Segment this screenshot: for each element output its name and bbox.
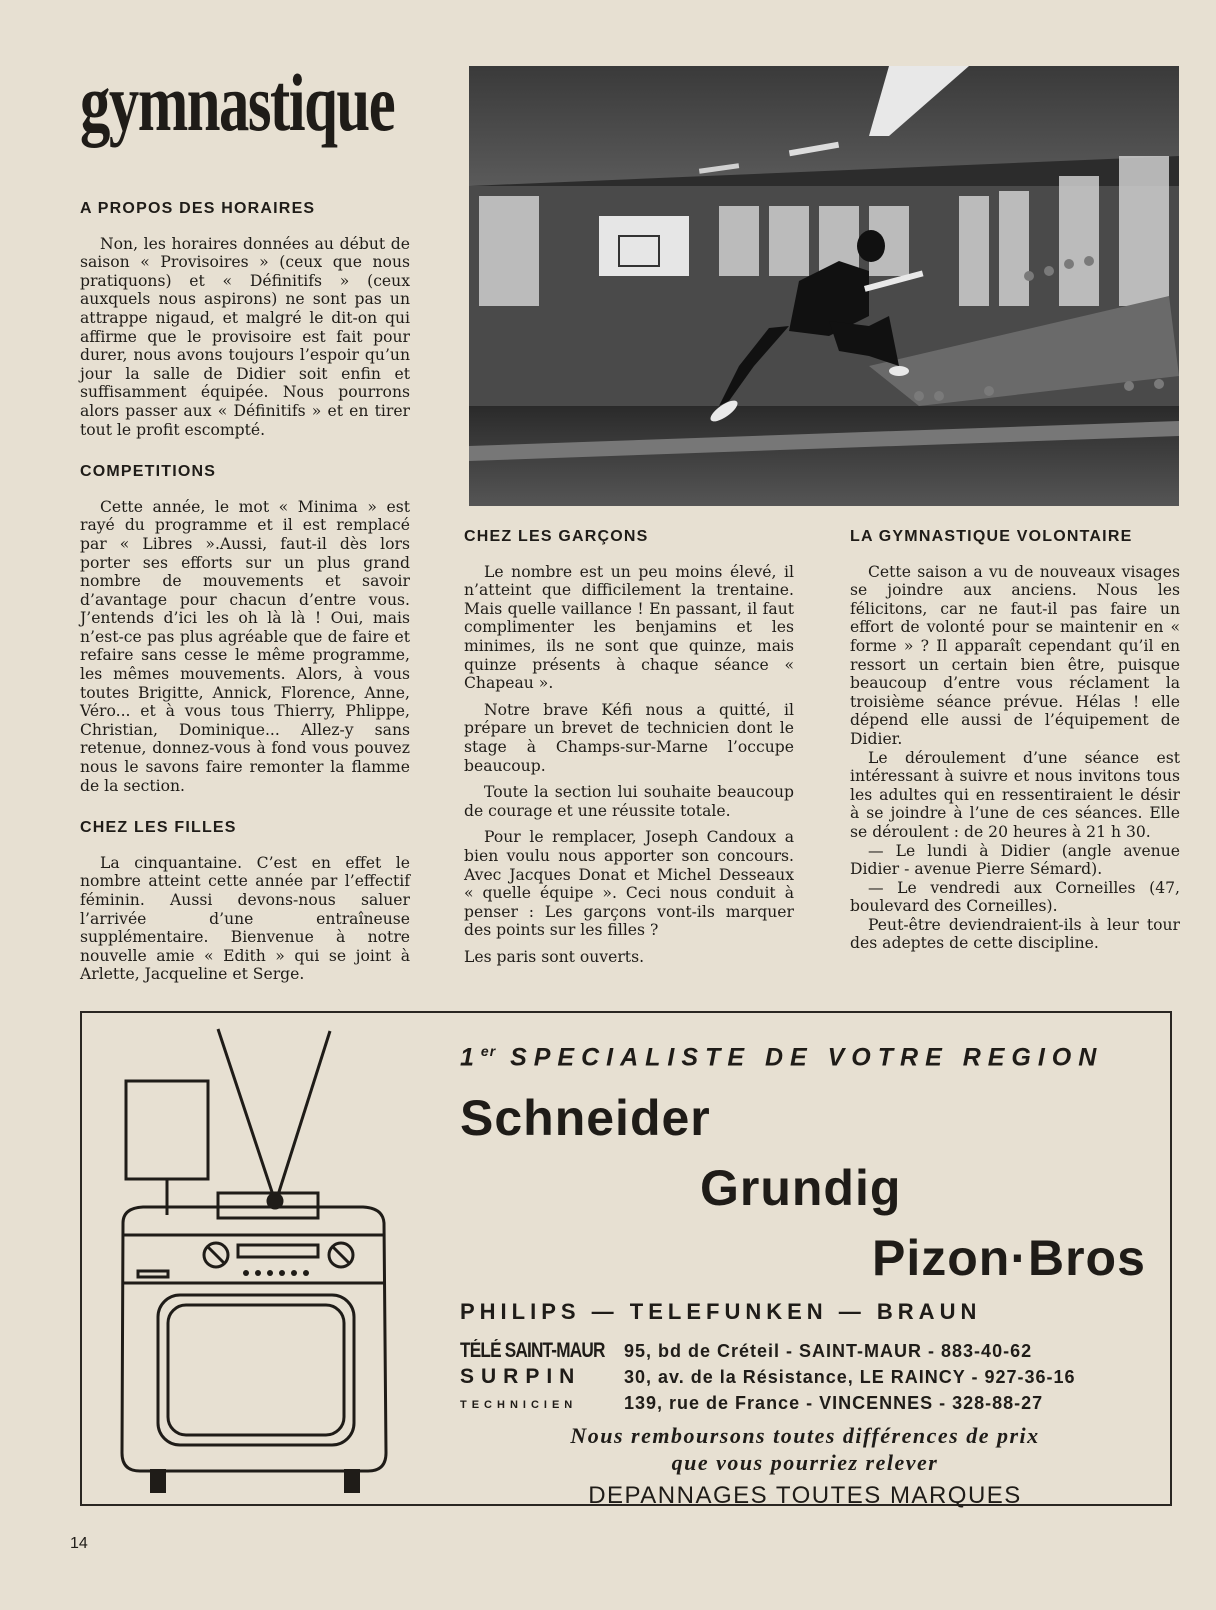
section-heading-horaires: A PROPOS DES HORAIRES xyxy=(80,200,316,217)
brand-grundig: Grundig xyxy=(700,1160,902,1216)
paragraph: Peut-être deviendraient-ils à leur tour des adeptes de cette discipline. xyxy=(850,915,1180,953)
television-icon xyxy=(118,1023,438,1503)
section-heading-filles: CHEZ LES FILLES xyxy=(80,819,237,837)
paragraph: Cette saison a vu de nouveaux visages se joindre aux anciens. Nous les félicitons, car ne faut-il pas faire un effort de volonté pour se maintenir en « forme » ? Il apparaît cependant qu’il en ressort un certain bien être, puisque beaucoup d’entre vous réclament la troisième séance prévue. Hélas ! elle dépend elle aussi de l’équipement de Didier. xyxy=(850,562,1180,748)
shop-name: TECHNICIEN xyxy=(460,1399,578,1411)
gymnasium-photo-image xyxy=(469,66,1179,506)
paragraph: Notre brave Kéfi nous a quitté, il prépare un brevet de technicien dont le stage à Champs-sur-Marne l’occupe beaucoup. xyxy=(464,700,794,775)
paragraph: Non, les horaires données au début de saison « Provisoires » (ceux que nous pratiquons) et « Définitifs » (ceux auxquels nous aspirons) ne sont pas un attrappe nigaud, et malgré le dit-on qui affirme que le provisoire est fait pour durer, nous avons toujours l’espoir qu’un jour la salle de Didier soit enfin et suffisamment équipée. Nous pourrons alors passer aux « Définitifs » et en tirer tout le profit escompté. xyxy=(80,234,410,439)
paragraph: Le déroulement d’une séance est intéressant à suivre et nous invitons tous les adultes qui en ressentiraient le désir à se joindre à l’une de ces séances. Elle se déroulent : de 20 heures à 21 h 30. xyxy=(850,748,1180,841)
brand-schneider: Schneider xyxy=(460,1090,711,1146)
paragraph: Les paris sont ouverts. xyxy=(464,947,645,966)
gymnast-photo xyxy=(469,66,1179,506)
paragraph: — Le lundi à Didier (angle avenue Didier - avenue Pierre Sémard). xyxy=(850,841,1180,879)
shop-name: TÉLÉ SAINT-MAUR xyxy=(460,1339,605,1362)
section-heading-garcons: CHEZ LES GARÇONS xyxy=(464,528,649,545)
section-heading-volontaire: LA GYMNASTIQUE VOLONTAIRE xyxy=(850,528,1133,545)
shop-row xyxy=(460,1391,1150,1417)
shop-row xyxy=(460,1339,1150,1365)
page-title: gymnastique xyxy=(80,57,395,148)
ad-repair-service: DEPANNAGES TOUTES MARQUES xyxy=(588,1482,1022,1509)
paragraph: Pour le remplacer, Joseph Candoux a bien voulu nous apporter son concours. Avec Jacques Donat et Michel Desseaux « quelle équipe ». Ceci nous conduit à penser : Les garçons vont-ils marquer des points sur les filles ? xyxy=(464,828,794,940)
section-heading-competitions: COMPETITIONS xyxy=(80,463,217,481)
shop-address: 30, av. de la Résistance, LE RAINCY - 927-36-16 xyxy=(624,1367,1076,1387)
brand-pizon-bros: Pizon·Bros xyxy=(872,1230,1146,1286)
brand-list: PHILIPS — TELEFUNKEN — BRAUN xyxy=(460,1299,982,1324)
paragraph: — Le vendredi aux Corneilles (47, boulevard des Corneilles). xyxy=(850,878,1180,916)
shop-row xyxy=(460,1365,1150,1391)
paragraph: La cinquantaine. C’est en effet le nombre atteint cette année par l’effectif féminin. Aussi devons-nous saluer l’arrivée d’une entraîneuse supplémentaire. Bienvenue à notre nouvelle amie « Edith » qui se joint à Arlette, Jacqueline et Serge. xyxy=(80,853,410,984)
ad-tagline: 1er SPECIALISTE DE VOTRE REGION xyxy=(460,1043,1104,1072)
article-column-2 xyxy=(464,528,794,974)
advertisement xyxy=(80,1011,1172,1509)
shop-address: 95, bd de Créteil - SAINT-MAUR - 883-40-62 xyxy=(624,1341,1033,1361)
shop-list xyxy=(460,1339,1150,1417)
ad-promise: Nous remboursons toutes différences de prix que vous pourriez relever xyxy=(570,1423,1040,1475)
shop-name: SURPIN xyxy=(460,1365,582,1388)
article-column-1 xyxy=(80,200,410,992)
page-number: 14 xyxy=(70,1535,88,1552)
article-column-3 xyxy=(850,528,1180,953)
paragraph: Le nombre est un peu moins élevé, il n’atteint que difficilement la trentaine. Mais quelle vaillance ! En passant, il faut complimenter les benjamins et les minimes, ils ne sont que quinze, mais quinze présents à chaque séance « Chapeau ». xyxy=(464,562,794,693)
paragraph: Toute la section lui souhaite beaucoup de courage et une réussite totale. xyxy=(464,783,794,820)
shop-address: 139, rue de France - VINCENNES - 328-88-27 xyxy=(624,1393,1044,1413)
paragraph: Cette année, le mot « Minima » est rayé du programme et il est remplacé par « Libres ».Aussi, faut-il dès lors porter ses efforts sur un plus grand nombre de mouvements et savoir d’avantage pour chacun d’entre vous. J’entends d’ici les oh là là ! Oui, mais n’est-ce pas plus agréable que de faire et refaire sans cesse le même programme, les mêmes mouvements. Alors, à vous toutes Brigitte, Annick, Florence, Anne, Véro... et à vous tous Thierry, Phlippe, Christian, Dominique... Allez-y sans retenue, donnez-vous à fond vous pouvez nous le savons faire remonter la flamme de la section. xyxy=(80,497,410,795)
